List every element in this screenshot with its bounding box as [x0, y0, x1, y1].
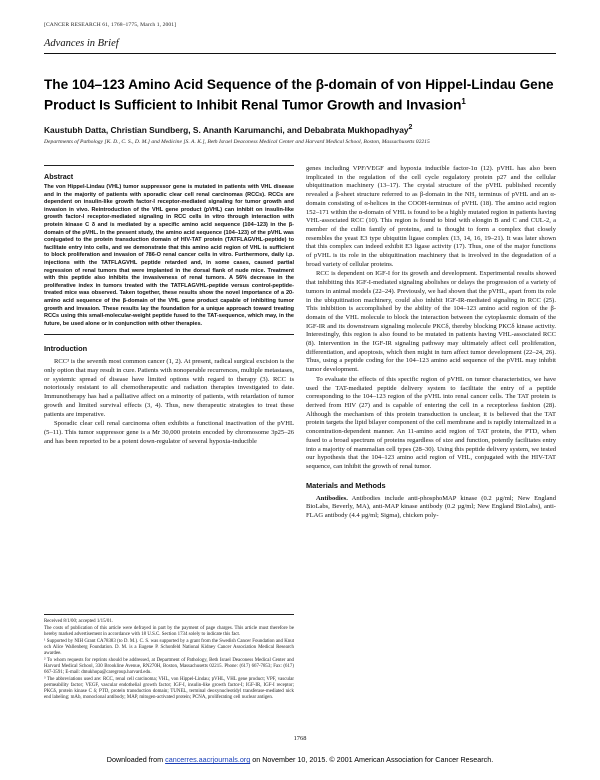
footnote: ¹ Supported by NIH Grant CA78383 (to D. M.). C. S. was supported by a grant from the Swedish Cancer Foundation and Knut och Alice Wallenberg Foundation. D. M. is a Eugene P. Schonfeld National Kidney Cancer Association Medical Research awardee. [44, 639, 294, 656]
download-prefix: Downloaded from [106, 755, 164, 764]
body-paragraph: genes including VPF/VEGF and hypoxia inducible factor-1α (12). pVHL has also been implicated in the regulation of the cell cycle regulatory protein p27 and the cellular ubiquitination machinery (13–17). The crystal structure of the pVHL published recently revealed a β-sheet structure referred to as β-domain in the NH₂ terminus of pVHL and an α-domain consisting of α-helices in the COOH-terminus of pVHL (18). The amino acid region 152–171 within the α-domain of VHL is found to be a highly mutated region in patients having VHL-associated RCC (10). This region is found to bind with elongin B and C and CUL-2, a member of the cullin family of proteins, and is thought to form a complex that closely resembles the yeast E3 type ubiquitin ligase complex (13, 14, 16, 19–21). It was later shown that this complex can indeed exhibit E3 ligase activity (17). Thus, one of the major functions of pVHL is its role in the ubiquitination machinery that is involved in the degradation of a broad variety of cellular proteins. [306, 165, 556, 268]
footnotes-section [44, 614, 294, 702]
footnote: Received 8/1/00; accepted 1/15/01. [44, 619, 113, 624]
download-notice [0, 755, 600, 764]
footnote: The costs of publication of this article were defrayed in part by the payment of page charges. This article must therefore be hereby marked advertisement in accordance with 18 U.S.C. Section 1734 solely to indicate this fact. [44, 626, 294, 637]
footnote: ³ The abbreviations used are: RCC, renal cell carcinoma; VHL, von Hippel-Lindau; pVHL, VHL gene product; VPF, vascular permeability factor; VEGF, vascular endothelial growth factor; IGF-I, insulin-like growth factor-I; IGF-IR, IGF-I receptor; PKCδ, protein kinase C δ; PTD, protein transduction domain; TUNEL, terminal deoxynucleotidyl transferase-mediated nick end labeling; mAb, monoclonal antibody; MAP, mitogen-activated protein; PCNA, proliferating cell nuclear antigen. [44, 677, 294, 700]
abstract-section [44, 165, 294, 335]
footnote: ² To whom requests for reprints should be addressed, at Department of Pathology, Beth Israel Deaconess Medical Center and Harvard Medical School, 330 Brookline Avenue, RN270H, Boston, Massachusetts 02215. Phone: (617) 667-7853; Fax: (617) 667-3591; E-mail: dmukhopa@caregroup.harvard.edu. [44, 658, 294, 675]
methods-body [306, 495, 556, 521]
antibodies-text: Antibodies include anti-phosphoMAP kinase (0.2 µg/ml; New England BioLabs, Beverly, MA), anti-MAP kinase antibody (0.2 µg/ml; New England BioLabs), anti-FLAG antibody (4.4 µg/ml; Sigma), chicken poly- [306, 494, 556, 520]
antibodies-subheading: Antibodies. [316, 494, 348, 502]
intro-paragraph: Sporadic clear cell renal carcinoma often exhibits a functional inactivation of the pVHL (5–11). This tumor suppressor gene is a Mr 30,000 protein encoded by chromosome 3p25–26 and has been reported to be a potent down-regulator of several hypoxia-inducible [44, 420, 294, 445]
page-number: 1768 [293, 735, 307, 742]
abstract-text: The von Hippel-Lindau (VHL) tumor suppressor gene is mutated in patients with VHL disease and in the majority of patients with sporadic clear cell renal carcinomas (RCCs). RCCs are dependent on insulin-like growth factor-I receptor-mediated signaling for tumor growth and invasion in vivo. Reintroduction of the VHL gene product (pVHL) can inhibit on insulin-like growth factor-I receptor-mediated signaling in RCC cells in vitro through interaction with protein kinase C δ and is mediated by a specific amino acid sequence (104–123) in the β-domain of the pVHL. In the present study, the amino acid sequence (104–123) of the pVHL was conjugated to the protein transduction domain of HIV-TAT protein (TATFLAGVHL-peptide) to facilitate entry into cells, and we demonstrate that this amino acid region of VHL is sufficient to block proliferation and invasion of 786-O renal cancer cells in vitro. Furthermore, daily i.p. injections with the TATFLAGVHL peptide retarded and, in some cases, caused partial regression of renal tumors that were implanted in the dorsal flank of nude mice. Treatment with this peptide also inhibits the invasiveness of renal tumors. A 56% decrease in the proliferative index in tumors treated with the TATFLAGVHL-peptide versus control-peptide-treated mice was observed. Taken together, these results show the novel importance of a 20-amino acid sequence of the β-domain of the VHL gene product capable of inhibiting tumor growth and invasion. These results lay the foundation for a unique approach toward treating RCCs using this small-molecular-weight peptide fused to the TAT-sequence, which may, in the future, be used alone or in conjunction with other therapies. [44, 184, 294, 327]
introduction-heading: Introduction [44, 344, 88, 354]
title-footnote-marker: 1 [461, 97, 466, 106]
journal-site-link[interactable]: cancerres.aacrjournals.org [165, 755, 251, 764]
article-title-text: The 104–123 Amino Acid Sequence of the β-domain of von Hippel-Lindau Gene Product Is Sufficient to Inhibit Renal Tumor Growth and Invasion [44, 77, 554, 113]
abstract-heading: Abstract [44, 172, 74, 181]
header-rule [44, 53, 556, 54]
article-title [44, 76, 556, 114]
author-footnote-marker: 2 [408, 124, 413, 131]
journal-citation-header: [CANCER RESEARCH 61, 1768–1775, March 1, 2001] [44, 22, 177, 28]
author-list [44, 124, 556, 135]
author-names: Kaustubh Datta, Christian Sundberg, S. Ananth Karumanchi, and Debabrata Mukhopadhyay [44, 124, 409, 135]
introduction-body [44, 358, 294, 446]
section-label: Advances in Brief [44, 38, 119, 49]
author-affiliation: Departments of Pathology [K. D., C. S., D. M.] and Medicine [S. A. K.], Beth Israel Deaconess Medical Center and Harvard Medical School, Boston, Massachusetts 02215 [44, 139, 430, 145]
antibodies-paragraph [306, 495, 556, 521]
intro-paragraph: RCC³ is the seventh most common cancer (1, 2). At present, radical surgical excision is the only option that may result in cure. Patients with nonoperable recurrences, multiple metastases, or systemic spread of disease have limited options with regard to therapy (3). RCC is notoriously resistant to all chemotherapeutic and radiation therapies investigated to date. Immunotherapy has had a palliative affect on a minority of patients, with retardation of tumor growth and limited survival effects (3, 4). Thus, new therapeutic strategies to treat these patients are imperative. [44, 358, 294, 418]
right-column-body [306, 165, 556, 472]
body-paragraph: RCC is dependent on IGF-I for its growth and development. Experimental results showed that inhibiting this IGF-I-mediated signaling abolishes or delays the progression of a variety of tumors in animal models (22–24). Previously, we had shown that the pVHL, apart from its role in the ubiquitination machinery, could also inhibit IGF-IR-mediated signaling in RCC (25). This inhibition is accomplished by the ability of the 104–123 amino acid region of the β-domain of the VHL molecule to block the interaction between the cytoplasmic domain of the IGF-IR and its downstream signaling molecule PKCδ, thereby blocking PKCδ kinase activity. Interestingly, this region is also found to be mutated in patients having VHL-associated RCC (8). Intervention in the IGF-IR signaling pathway may ultimately affect cell proliferation, differentiation, and apoptosis, which then might in turn affect tumor development (22–24, 26). Thus, using a peptide coding for the 104–123 amino acid sequence of the pVHL may inhibit tumor development. [306, 270, 556, 374]
methods-heading: Materials and Methods [306, 480, 386, 490]
left-column [44, 165, 294, 447]
body-paragraph: To evaluate the effects of this specific region of pVHL on tumor characteristics, we have used the TAT-mediated peptide delivery system to facilitate the entry of a peptide corresponding to the 104–123 region of the pVHL into renal cancer cells. The TAT protein is derived from HIV (27) and is capable of entering the cell in a receptorless fashion (28). Although the mechanism of this protein transduction is unclear, it is believed that the TAT protein targets the lipid bilayer component of the cell membrane and is rapidly internalized in a concentration-dependent manner. An 11-amino acid region of TAT protein, the PTD, when fused to a broad spectrum of proteins regardless of size and function, potently facilitates entry into a majority of mammalian cell types (28–30). Using this peptide delivery system, we tested our hypothesis that the 104–123 amino acid region of VHL, conjugated with the HIV-TAT sequence, can inhibit the growth of renal tumor. [306, 375, 556, 470]
right-column [306, 165, 556, 522]
download-suffix: on November 10, 2015. © 2001 American Association for Cancer Research. [252, 755, 494, 764]
